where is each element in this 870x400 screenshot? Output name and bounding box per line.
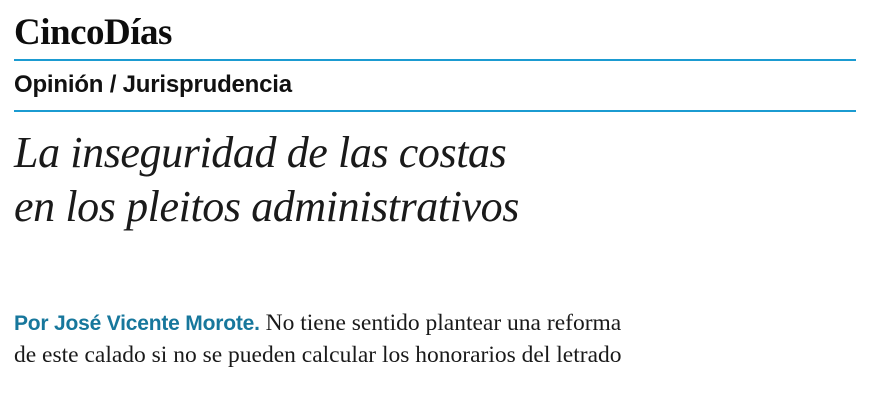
lede-text-line-1: No tiene sentido plantear una reforma — [259, 310, 622, 336]
lede-paragraph — [14, 307, 856, 372]
publication-logo[interactable]: CincoDías — [14, 12, 172, 53]
masthead — [14, 0, 856, 59]
article-byline[interactable]: Por José Vicente Morote. — [14, 312, 260, 335]
section-title[interactable]: Opinión / Jurisprudencia — [14, 70, 292, 98]
article-lede — [14, 307, 856, 372]
headline-line-1: La inseguridad de las costas — [14, 127, 507, 177]
headline-line-2: en los pleitos administrativos — [14, 181, 520, 231]
section-header — [14, 61, 856, 110]
lede-text-line-2: de este calado si no se pueden calcular los honorarios del letrado — [14, 342, 622, 369]
headline — [14, 112, 856, 233]
